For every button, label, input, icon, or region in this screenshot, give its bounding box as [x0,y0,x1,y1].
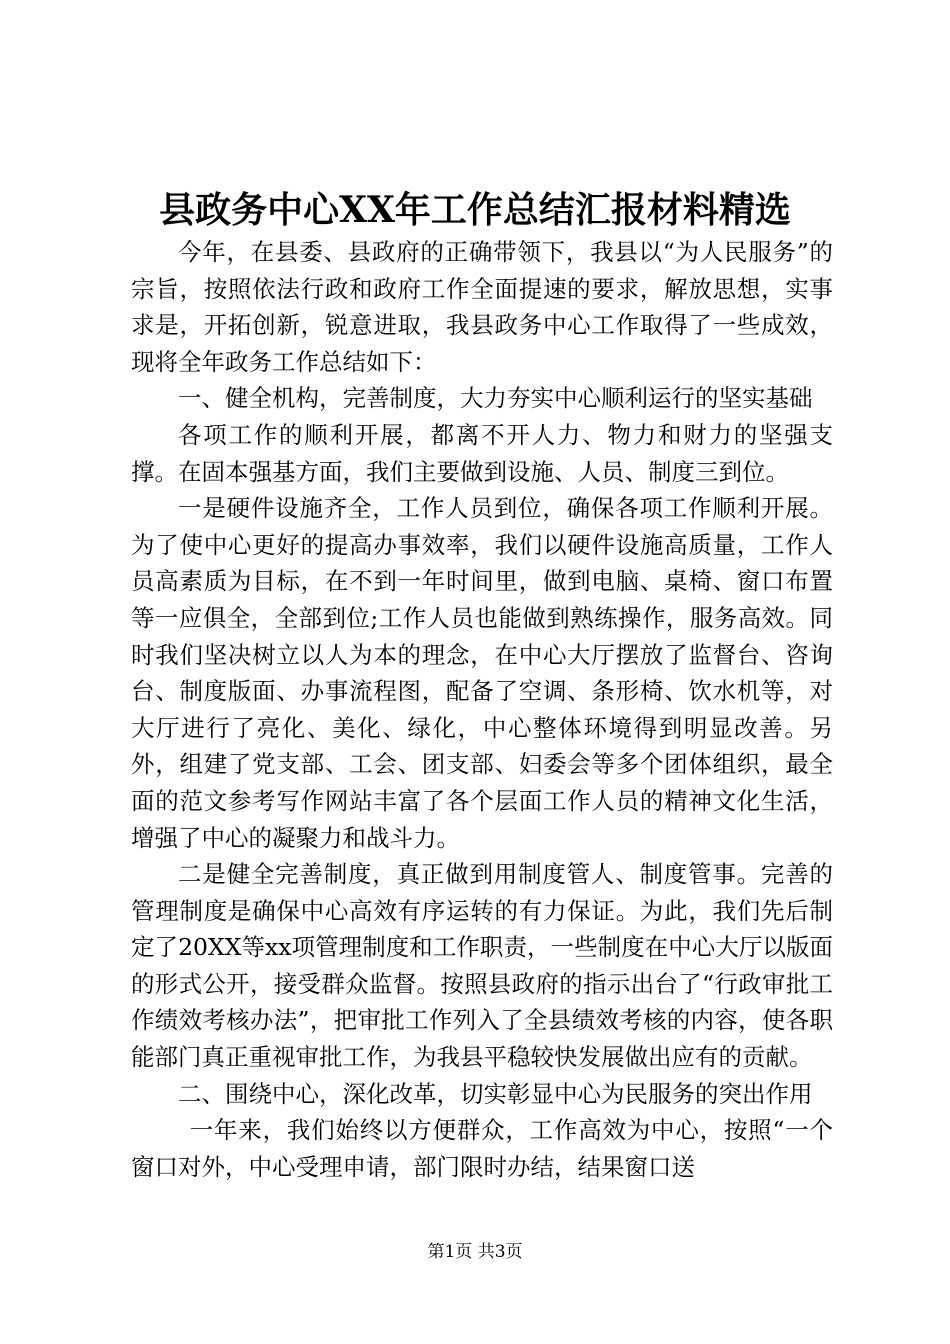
section-heading-2: 二、围绕中心，深化改革，切实彰显中心为民服务的突出作用 [178,1079,813,1108]
paragraph-support: 各项工作的顺利开展，都离不开人力、物力和财力的坚强支撑。在固本强基方面，我们主要做到设施、人员、制度三到位。 [131,420,833,486]
page-footer: 第1页 共3页 [427,1242,523,1262]
paragraph-hardware: 一是硬件设施齐全，工作人员到位，确保各项工作顺利开展。为了使中心更好的提高办事效率，我们以硬件设施高质量，工作人员高素质为目标，在不到一年时间里，做到电脑、桌椅、窗口布置等一应俱全，全部到位;工作人员也能做到熟练操作，服务高效。同时我们坚决树立以人为本的理念，在中心大厅摆放了监督台、咨询台、制度版面、办事流程图，配备了空调、条形椅、饮水机等，对大厅进行了亮化、美化、绿化，中心整体环境得到明显改善。另外，组建了党支部、工会、团支部、妇委会等多个团体组织，最全面的范文参考写作网站丰富了各个层面工作人员的精神文化生活，增强了中心的凝聚力和战斗力。 [131,494,833,852]
document-body [131,234,833,1185]
paragraph-system: 二是健全完善制度，真正做到用制度管人、制度管事。完善的管理制度是确保中心高效有序运转的有力保证。为此，我们先后制定了20XX等xx项管理制度和工作职责，一些制度在中心大厅以版面的形式公开，接受群众监督。按照县政府的指示出台了“行政审批工作绩效考核办法”，把审批工作列入了全县绩效考核的内容，使各职能部门真正重视审批工作，为我县平稳较快发展做出应有的贡献。 [131,860,833,1072]
paragraph-year-review: 一年来，我们始终以方便群众，工作高效为中心，按照“一个窗口对外，中心受理申请，部门限时办结，结果窗口送 [131,1116,833,1181]
document-title: 县政务中心XX年工作总结汇报材料精选 [159,189,791,231]
paragraph-intro: 今年，在县委、县政府的正确带领下，我县以“为人民服务”的宗旨，按照依法行政和政府工作全面提速的要求，解放思想，实事求是，开拓创新，锐意进取，我县政务中心工作取得了一些成效，现将全年政务工作总结如下： [131,238,833,376]
section-heading-1: 一、健全机构，完善制度，大力夯实中心顺利运行的坚实基础 [178,384,813,413]
